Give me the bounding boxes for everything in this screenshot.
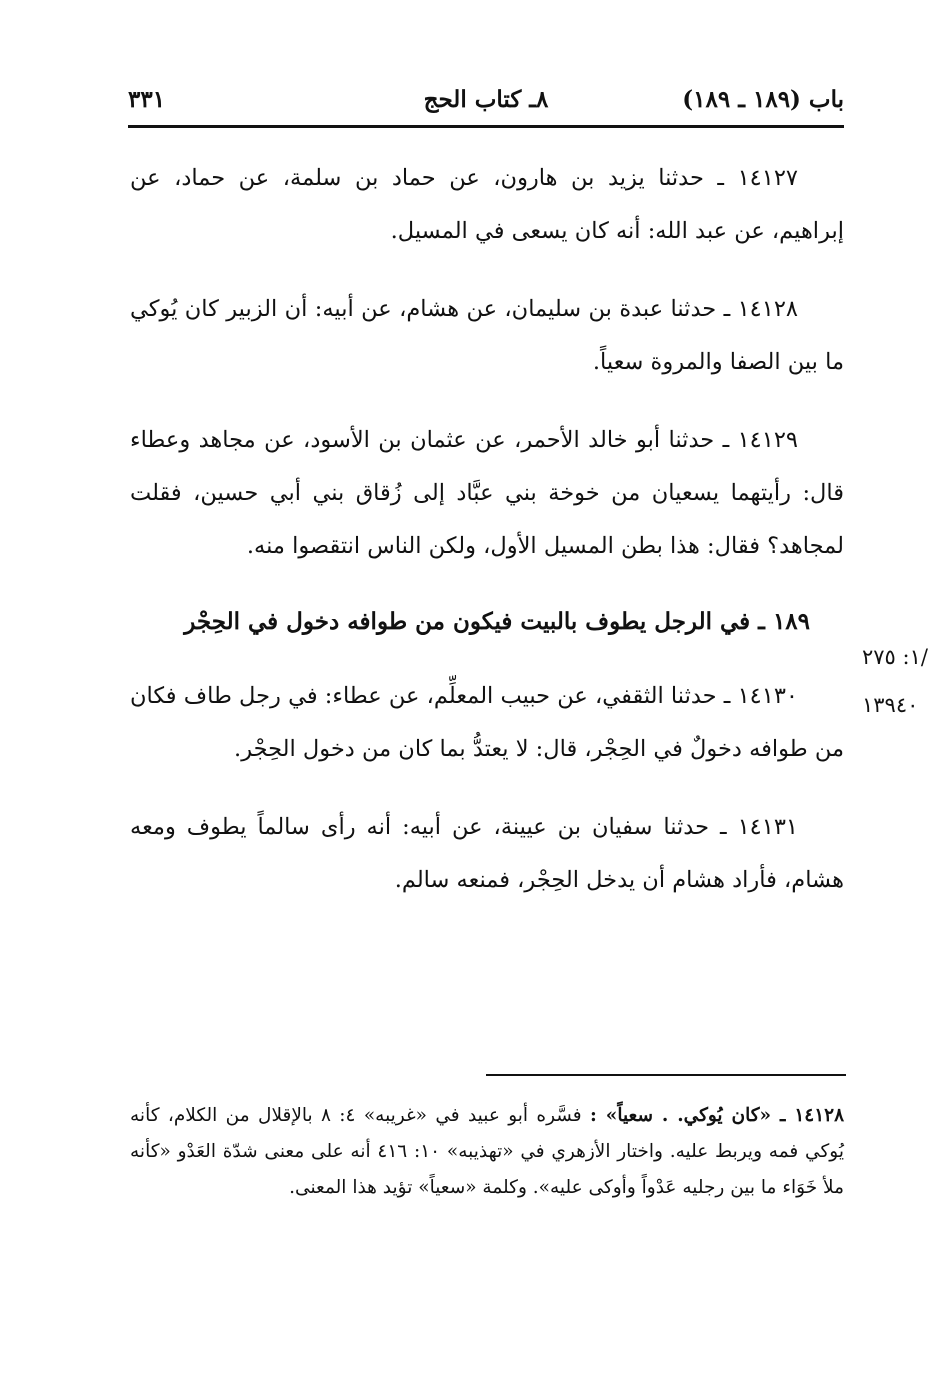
- margin-reference: /١: ٢٧٥: [862, 645, 928, 669]
- footnote: [130, 1098, 844, 1206]
- hadith-14128: ١٤١٢٨ ـ حدثنا عبدة بن سليمان، عن هشام، عن أبيه: أن الزبير كان يُوكي ما بين الصفا والمروة سعياً.: [130, 296, 844, 375]
- hadith-14127: ١٤١٢٧ ـ حدثنا يزيد بن هارون، عن حماد بن سلمة، عن حماد، عن إبراهيم، عن عبد الله: أنه كان يسعى في المسيل.: [130, 165, 844, 244]
- hadith-14130: ١٤١٣٠ ـ حدثنا الثقفي، عن حبيب المعلِّم، عن عطاء: في رجل طاف فكان من طوافه دخولٌ في الحِجْر، قال: لا يعتدُّ بما كان من دخول الحِجْر.: [130, 683, 844, 762]
- footnote-divider: [486, 1074, 846, 1076]
- page-number: ٣٣١: [128, 86, 166, 113]
- hadith-14131: ١٤١٣١ ـ حدثنا سفيان بن عيينة، عن أبيه: أنه رأى سالماً يطوف ومعه هشام، فأراد هشام أن يدخل الحِجْر، فمنعه سالم.: [130, 814, 844, 893]
- hadith-14129: ١٤١٢٩ ـ حدثنا أبو خالد الأحمر، عن عثمان بن الأسود، عن مجاهد وعطاء قال: رأيتهما يسعيان من خوخة بني عبَّاد إلى زُقاق بني أبي حسين، فقلت لمجاهد؟ فقال: هذا بطن المسيل الأول، ولكن الناس انتقصوا منه.: [130, 427, 844, 559]
- footnote-lead: ١٤١٢٨ ـ «كان يُوكي. . سعياً» :: [590, 1105, 845, 1126]
- page-header: [128, 86, 844, 122]
- book-title: ٨ـ كتاب الحج: [423, 86, 549, 113]
- main-text: [130, 152, 844, 932]
- margin-number: ١٣٩٤٠: [862, 693, 919, 717]
- footnote-text: فسَّره أبو عبيد في «غريبه» ٤: ٨ بالإقلال من الكلام، كأنه يُوكي فمه ويربط عليه. واختار الأزهري في «تهذيبه» ١٠: ٤١٦ أنه على معنى شدّة العَدْو «كأنه ملأ خَوَاء ما بين رجليه عَدْواً وأوكى عليه». وكلمة «سعياً» تؤيد هذا المعنى.: [130, 1105, 844, 1198]
- header-divider: [128, 125, 844, 128]
- chapter-range: باب (١٨٩ ـ ١٨٩): [682, 86, 844, 113]
- chapter-heading: ١٨٩ ـ في الرجل يطوف بالبيت فيكون من طوافه دخول في الحِجْر: [184, 608, 810, 635]
